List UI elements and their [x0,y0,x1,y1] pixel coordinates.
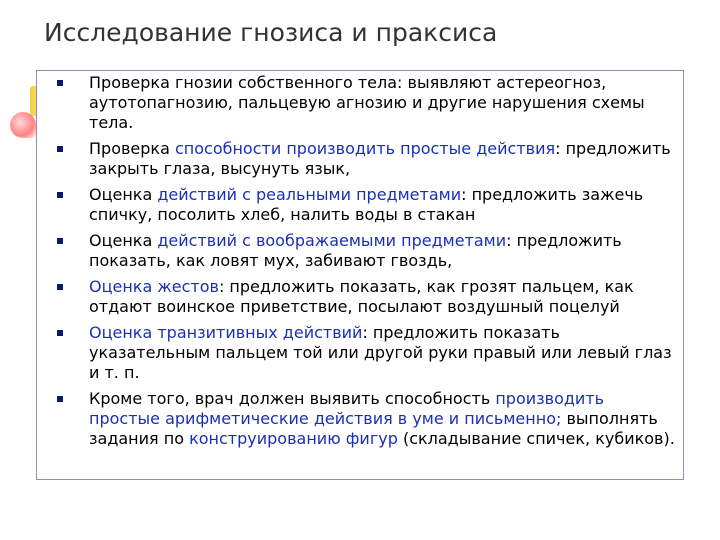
bullet-text: Проверка [89,139,175,158]
bullet-item-gestures [55,277,675,317]
bullet-highlight: Оценка транзитивных действий [89,323,363,342]
bullet-item-simple-actions [55,139,675,179]
content-box [36,70,684,480]
bullet-text: Кроме того, врач должен выявить способность [89,389,496,408]
square-bullet-icon [57,146,63,152]
bullet-item-body-gnosis [55,73,675,133]
bullet-text: Оценка [89,231,158,250]
bullet-highlight: производить простые арифметические действия в уме и письменно; [89,389,605,428]
bullet-text: : предложить показать, как грозят пальцем, как отдают воинское приветствие, посылают воздушный поцелуй [89,277,634,316]
bullet-text: : предложить показать, как ловят мух, забивают гвоздь, [89,231,622,270]
square-bullet-icon [57,330,63,336]
bullet-text: : предложить показать указательным пальцем той или другой руки правый или левый глаз и т. п. [89,323,672,382]
bullet-highlight: способности производить простые действия [174,139,556,158]
bullet-list [55,73,675,455]
bullet-item-real-objects [55,185,675,225]
square-bullet-icon [57,238,63,244]
square-bullet-icon [57,396,63,402]
square-bullet-icon [57,80,63,86]
bullet-text: Оценка [89,185,158,204]
bullet-item-arithmetic-construction [55,389,675,449]
bullet-highlight: Оценка жестов [89,277,219,296]
square-bullet-icon [57,192,63,198]
bullet-item-transitive-actions [55,323,675,383]
bullet-highlight: действий с реальными предметами [157,185,462,204]
bullet-text: выполнять задания по [89,409,658,448]
slide-title: Исследование гнозиса и праксиса [44,18,498,47]
square-bullet-icon [57,284,63,290]
bullet-highlight: действий с воображаемыми предметами [157,231,507,250]
bullet-text: : предложить закрыть глаза, высунуть язык, [89,139,671,178]
bullet-item-imaginary-objects [55,231,675,271]
bullet-text: (складывание спичек, кубиков). [397,429,675,448]
bullet-highlight: конструированию фигур [189,429,398,448]
bullet-text: Проверка гнозии собственного тела: выявляют астереогноз, аутотопагнозию, пальцевую агнозию и другие нарушения схемы тела. [89,73,645,132]
bullet-text: : предложить зажечь спичку, посолить хлеб, налить воды в стакан [89,185,644,224]
decorative-red-shape [10,112,36,138]
